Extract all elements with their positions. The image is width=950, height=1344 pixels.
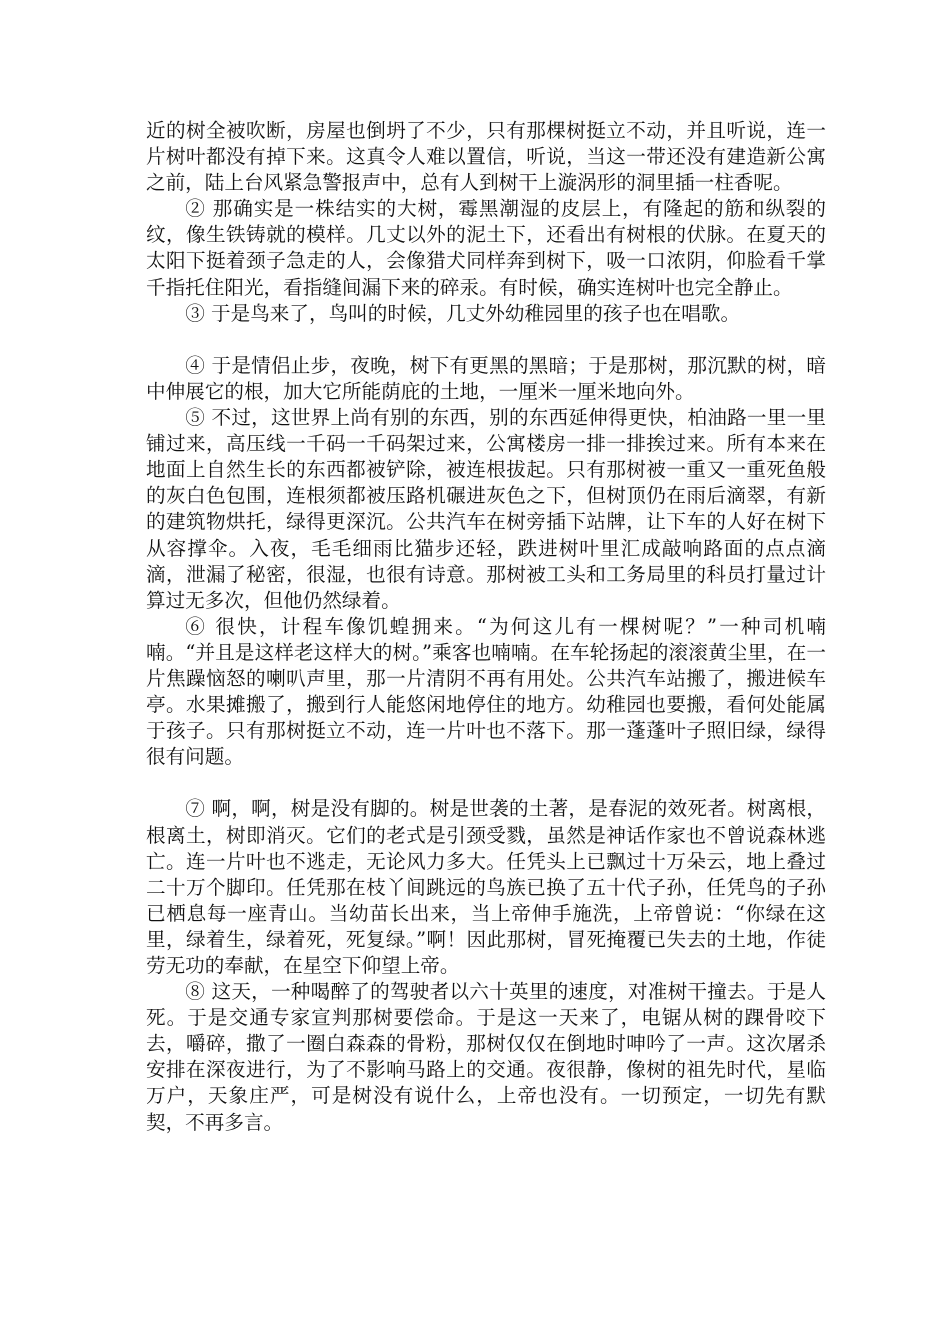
paragraph-4: ④ 于是情侣止步，夜晚，树下有更黑的黑暗；于是那树，那沉默的树，暗中伸展它的根，加大它所能荫庇的土地，一厘米一厘米地向外。 <box>146 353 826 403</box>
paragraph-3: ③ 于是鸟来了，鸟叫的时候，几丈外幼稚园里的孩子也在唱歌。 <box>185 301 741 325</box>
paragraph-6: ⑥ 很快，计程车像饥蝗拥来。“为何这儿有一棵树呢？”一种司机喃喃。“并且是这样老这样大的树。”乘客也喃喃。在车轮扬起的滚滚黄尘里，在一片焦躁恼怒的喇叭声里，那一片清阴不再有用处。公共汽车站搬了，搬进候车亭。水果摊搬了，搬到行人能悠闲地停住的地方。幼稚园也要搬，看何处能属于孩子。只有那树挺立不动，连一片叶也不落下。那一蓬蓬叶子照旧绿，绿得很有问题。 <box>146 614 826 769</box>
paragraph-5: ⑤ 不过，这世界上尚有别的东西，别的东西延伸得更快，柏油路一里一里铺过来，高压线一千码一千码架过来，公寓楼房一排一排挨过来。所有本来在地面上自然生长的东西都被铲除，被连根拔起。只有那树被一重又一重死鱼般的灰白色包围，连根须都被压路机碾进灰色之下，但树顶仍在雨后滴翠，有新的建筑物烘托，绿得更深沉。公共汽车在树旁插下站牌，让下车的人好在树下从容撑伞。入夜，毛毛细雨比猫步还轻，跌进树叶里汇成敲响路面的点点滴滴，泄漏了秘密，很湿，也很有诗意。那树被工头和工务局里的科员打量过计算过无多次，但他仍然绿着。 <box>146 406 826 612</box>
paragraph-8: ⑧ 这天，一种喝醉了的驾驶者以六十英里的速度，对准树干撞去。于是人死。于是交通专家宣判那树要偿命。于是这一天来了，电锯从树的踝骨咬下去，嚼碎，撒了一圈白森森的骨粉，那树仅仅在倒地时呻吟了一声。这次屠杀安排在深夜进行，为了不影响马路上的交通。夜很静，像树的祖先时代，星临万户，天象庄严，可是树没有说什么，上帝也没有。一切预定，一切先有默契，不再多言。 <box>146 980 826 1134</box>
paragraph-7: ⑦ 啊，啊，树是没有脚的。树是世袭的土著，是春泥的效死者。树离根，根离土，树即消灭。它们的老式是引颈受戮，虽然是神话作家也不曾说森林逃亡。连一片叶也不逃走，无论风力多大。任凭头上已飘过十万朵云，地上叠过二十万个脚印。任凭那在枝丫间跳远的鸟族已换了五十代子孙，任凭鸟的子孙已栖息每一座青山。当幼苗长出来，当上帝伸手施洗，上帝曾说：“你绿在这里，绿着生，绿着死，死复绿。”啊！因此那树，冒死掩覆已失去的土地，作徒劳无功的奉献，在星空下仰望上帝。 <box>146 797 826 977</box>
paragraph-continued: 近的树全被吹断，房屋也倒坍了不少，只有那棵树挺立不动，并且听说，连一片树叶都没有掉下来。这真令人难以置信，听说，当这一带还没有建造新公寓之前，陆上台风紧急警报声中，总有人到树干上漩涡形的洞里插一柱香呢。 <box>146 119 826 195</box>
paragraph-2: ② 那确实是一株结实的大树，霉黑潮湿的皮层上，有隆起的筋和纵裂的纹，像生铁铸就的模样。几丈以外的泥土下，还看出有树根的伏脉。在夏天的太阳下挺着颈子急走的人，会像猎犬同样奔到树下，吸一口浓阴，仰脸看千掌千指托住阳光，看指缝间漏下来的碎汞。有时候，确实连树叶也完全静止。 <box>146 197 826 299</box>
essay-body <box>146 118 826 1136</box>
